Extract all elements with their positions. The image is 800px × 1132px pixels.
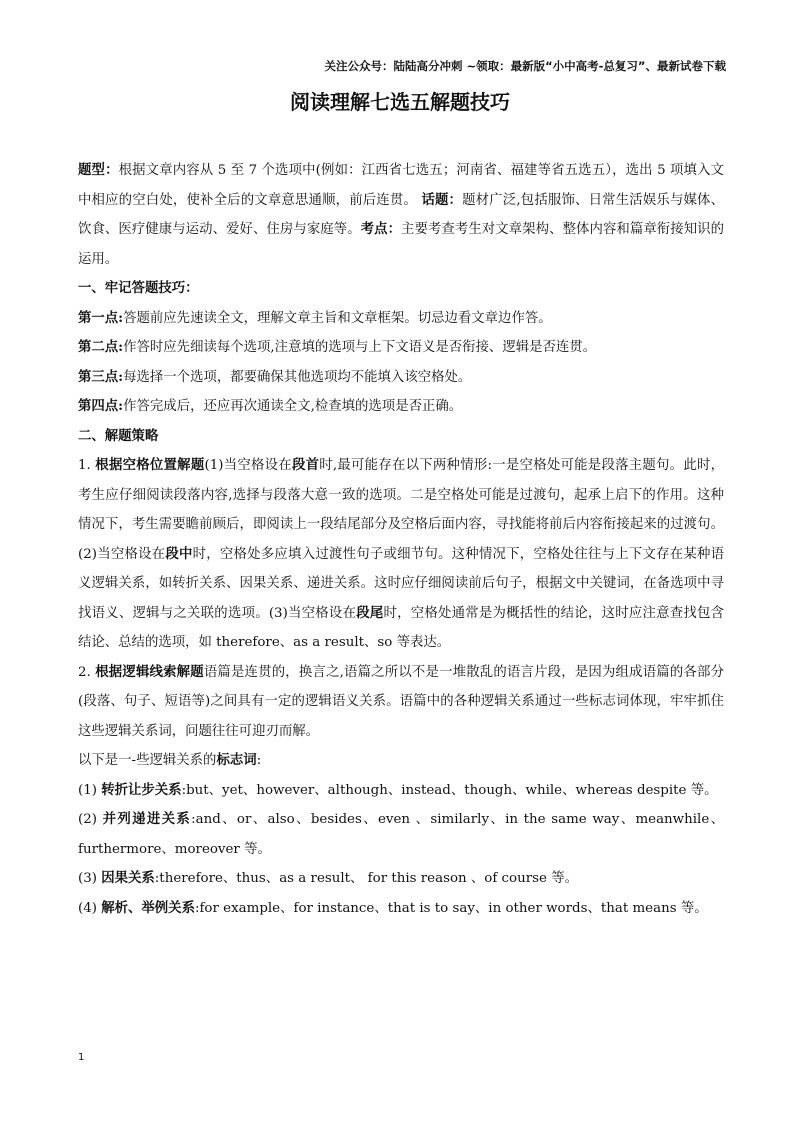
intro-label-topic: 话题： [421,191,463,208]
strategy-num: 2. [78,664,96,680]
keyword-paragraph-end: 段尾 [356,604,384,621]
page-title: 阅读理解七选五解题技巧 [290,90,510,114]
strategy-text: 时，空格处多应填入过渡性句子或细节句。这种情况下，空格处往往与上下文存在某种语义逻辑关系，如转折关系、因果关系、递进关系。这时应仔细阅读前后句子，根据文中关键词，在备选项中寻找语义、逻辑与之关联的选项。(3)当空格设在 [78,546,725,621]
marker-1: (1) 转折让步关系:but、yet、however、although、instead、though、while、whereas despite 等。 [78,781,718,798]
strategy-text: 时,最可能存在以下两种情形:一是空格处可能是段落主题句。此时，考生应仔细阅读段落内容,选择与段落大意一致的选项。二是空格处可能是过渡句，起承上启下的作用。这种情况下，考生需要瞻前顾后，即阅读上一段结尾部分及空格后面内容，寻找能将前后内容衔接起来的过渡句。(2)当空格设在 [78,458,724,562]
document-body [78,156,724,923]
strategy-label: 根据逻辑线索解题 [95,663,204,680]
point-label: 第一点: [78,309,124,326]
intro-label-type: 题型： [78,162,119,178]
point-text: 作答时应先细读每个选项,注意填的选项与上下文语义是否衔接、逻辑是否连贯。 [123,340,597,355]
header-note: 关注公众号：陆陆高分冲刺 ~领取：最新版“小中高考-总复习”、最新试卷下载 [324,59,726,73]
strategy-text: (1)当空格设在 [204,458,292,473]
marker-label: 转折让步关系 [101,781,182,798]
point-text: 每选择一个选项，都要确保其他选项均不能填入该空格处。 [123,369,472,385]
intro-paragraph [78,156,724,274]
point-label: 第四点: [78,398,124,414]
strategy-num: 1. [78,458,96,473]
strategy-text: 语篇是连贯的，换言之,语篇之所以不是一堆散乱的语言片段，是因为组成语篇的各部分(段落、句子、短语等)之间具有一定的逻辑语义关系。语篇中的各种逻辑关系通过一些标志词体现，牢牢抓住这些逻辑关系词，问题往往可迎刃而解。 [78,664,724,739]
point-1 [78,304,724,334]
marker-text: :for example、for instance、that is to say、in other words、that means 等。 [194,900,708,916]
strategy-text: 时，空格处通常是为概括性的结论，这时应注意查找包含结论、总结的选项，如 therefore、as a result、so 等表达。 [78,605,725,650]
marker-label: 解析、举例关系 [101,899,195,916]
point-2 [78,333,724,363]
strategy-label: 根据空格位置解题 [95,457,205,473]
point-3 [78,363,724,393]
intro-text-focus: 主要考查考生对文章架构、整体内容和篇章衔接知识的运用。 [78,222,725,267]
marker-text: :therefore、thus、as a result、 for this reason 、of course 等。 [154,871,578,886]
marker-intro: 以下是一-些逻辑关系的标志词: [78,752,262,768]
intro-text-topic: 题材广泛,包括服饰、日常生活娱乐与媒体、饮食、医疗健康与运动、爱好、住房与家庭等。 [78,192,725,237]
section2-heading: 二、解题策略 [78,427,159,444]
strategy-2 [78,658,724,747]
point-text: 答题前应先速读全文，理解文章主旨和文章框架。切忌边看文章边作答。 [123,310,552,326]
point-label: 第三点: [78,368,124,385]
marker-3: (3) 因果关系:therefore、thus、as a result、 for this reason 、of course 等。 [78,870,578,886]
intro-label-focus: 考点： [360,221,402,237]
keyword-paragraph-middle: 段中 [165,545,193,562]
point-text: 作答完成后，还应再次通读全文,检查填的选项是否正确。 [123,399,463,414]
marker-4: (4) 解析、举例关系:for example、for instance、that is to say、in other words、that means 等。 [78,899,708,916]
intro-text-type: 根据文章内容从 5 至 7 个选项中(例如：江西省七选五；河南省、福建等省五选五），选出 5 项填入文中相应的空白处，使补全后的文章意思通顺，前后连贯。 [78,163,724,208]
marker-text: :but、yet、however、although、instead、though、while、whereas despite 等。 [181,782,718,798]
point-label: 第二点: [78,339,124,355]
marker-label: 因果关系 [101,870,155,886]
section1-heading: 一、牢记答题技巧： [78,280,199,296]
strategy-1 [78,451,724,658]
page-number: 1 [78,1052,85,1063]
marker-text: :and、or、also、besides、even 、similarly、in the same way、meanwhile、furthermore、moreover 等。 [78,812,725,857]
point-4 [78,392,724,422]
marker-label: 并列递进关系 [102,811,192,827]
keyword-paragraph-start: 段首 [291,457,320,473]
marker-2: (2) 并列递进关系:and、or、also、besides、even 、similarly、in the same way、meanwhile、furthermore、moreover 等。 [78,811,725,857]
